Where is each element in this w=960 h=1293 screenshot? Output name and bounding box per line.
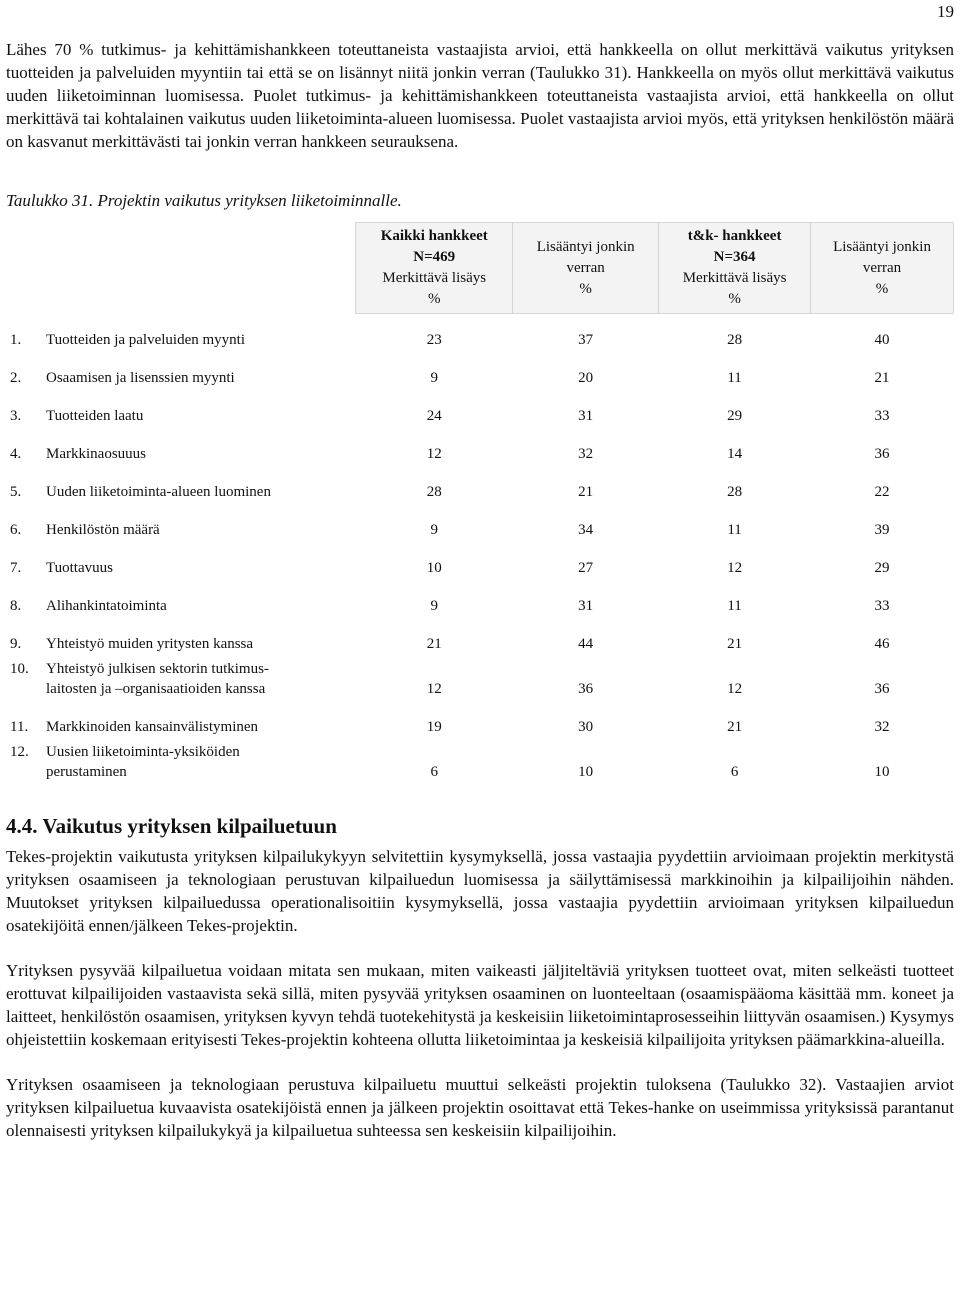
- body-paragraph: Yrityksen osaamiseen ja teknologiaan perustuva kilpailuetu muuttui selkeästi projektin tuloksena (Taulukko 32). Vastaajien arviot yrityksen kilpailuetua kuvaavista osatekijöistä ennen ja jälkeen projektin osoittavat että Tekes-hanke on useimmissa yrityksissä parantanut olennaisesti yrityksen kilpailukykyä ja kilpailuetua suhteessa sen keskeisiin kilpailijoihin.: [6, 1075, 954, 1140]
- row-label-text: Yhteistyö muiden yritysten kanssa: [46, 636, 254, 652]
- row-label-text: Tuotteiden laatu: [46, 408, 144, 424]
- cell-value: 28: [727, 484, 743, 500]
- table-row: [6, 704, 954, 742]
- row-label: [6, 314, 356, 356]
- row-number: 1.: [10, 332, 22, 348]
- table-row: [6, 742, 954, 787]
- cell-value: 40: [874, 332, 890, 348]
- header-text: Merkittävä lisäys: [682, 270, 787, 286]
- cell-value: 27: [578, 560, 594, 576]
- row-label: [6, 704, 356, 742]
- table-row: [6, 469, 954, 507]
- cell-value: 22: [874, 484, 890, 500]
- row-number: 10.: [10, 661, 29, 677]
- header-text: %: [875, 280, 889, 297]
- cell-value: 11: [727, 598, 742, 614]
- header-rd-projects-significant: [659, 223, 811, 314]
- row-label: [6, 545, 356, 583]
- header-text: Kaikki hankkeet: [380, 228, 488, 244]
- cell-value: 9: [430, 522, 438, 538]
- row-label: [6, 355, 356, 393]
- row-number: 4.: [10, 446, 22, 462]
- row-label: [6, 659, 356, 704]
- row-label-text: Osaamisen ja lisenssien myynti: [46, 370, 235, 386]
- cell-value: 28: [727, 332, 743, 348]
- header-blank: [6, 223, 356, 314]
- header-text: verran: [862, 259, 902, 276]
- header-text: %: [728, 291, 741, 307]
- cell-value: 21: [578, 484, 594, 500]
- row-label: [6, 507, 356, 545]
- cell-value: 32: [578, 446, 594, 462]
- table-row: [6, 507, 954, 545]
- cell-value: 12: [727, 681, 743, 697]
- cell-value: 31: [578, 408, 594, 424]
- cell-value: 31: [578, 598, 594, 614]
- row-number: 11.: [10, 719, 29, 735]
- section-title: Vaikutus yrityksen kilpailuetuun: [42, 814, 337, 838]
- row-label-text: Uusien liiketoiminta-yksiköiden: [46, 744, 240, 760]
- cell-value: 32: [874, 719, 890, 735]
- cell-value: 21: [727, 719, 743, 735]
- cell-value: 10: [874, 764, 890, 780]
- row-label-text: Markkinaosuuus: [46, 446, 146, 462]
- cell-value: 9: [430, 598, 438, 614]
- cell-value: 36: [874, 446, 890, 462]
- section-number: 4.4.: [6, 814, 38, 838]
- table-row: [6, 431, 954, 469]
- cell-value: 6: [730, 764, 739, 780]
- cell-value: 37: [578, 332, 594, 348]
- page-number: 19: [937, 2, 954, 21]
- row-label: [6, 583, 356, 621]
- row-label: [6, 393, 356, 431]
- table-row: [6, 314, 954, 356]
- header-all-projects-significant: [356, 223, 513, 314]
- header-text: Lisääntyi jonkin: [536, 238, 635, 255]
- cell-value: 21: [727, 636, 743, 652]
- row-label-text: Uuden liiketoiminta-alueen luominen: [46, 484, 271, 500]
- table-row: [6, 545, 954, 583]
- body-paragraph: Yrityksen pysyvää kilpailuetua voidaan mitata sen mukaan, miten vaikeasti jäljiteltäviä yrityksen tuotteet ovat, miten selkeästi tuotteet erottuvat kilpailijoiden vastaavista sekä sillä, miten pysyvää yrityksen osaaminen on luonteeltaan (osaamispääoma käsittää mm. koneet ja laitteet, henkilöstön osaamisen, yrityksen kyvyn tehdä tuotekehitystä ja keskeisiin liiketoimintaprosesseihin liittyvän osaamisen.) Kysymys ohjeistettiin koskemaan erityisesti Tekes-projektin kohteena ollutta liiketoimintaa ja keskeisiä kilpailijoita yrityksen päämarkkina-alueilla.: [6, 961, 954, 1049]
- cell-value: 12: [426, 446, 442, 462]
- row-label-text: Markkinoiden kansainvälistyminen: [46, 719, 259, 735]
- header-text: Merkittävä lisäys: [382, 270, 487, 286]
- cell-value: 9: [430, 370, 438, 386]
- table-caption: Taulukko 31. Projektin vaikutus yrityksen liiketoiminnalle.: [6, 191, 402, 210]
- cell-value: 21: [426, 636, 442, 652]
- cell-value: 44: [578, 636, 594, 652]
- cell-value: 29: [727, 408, 743, 424]
- row-label-text: laitosten ja –organisaatioiden kanssa: [46, 681, 266, 697]
- body-paragraph: Tekes-projektin vaikutusta yrityksen kilpailukykyyn selvitettiin kysymyksellä, jossa vastaajia pyydettiin arvioimaan projektin merkitystä yrityksen osaamiseen ja teknologiaan perustuvan kilpailuedun luomisessa ja säilyttämisessä markkinoihin ja kilpailijoihin nähden. Muutokset yrityksen kilpailuedussa operationalisoitiin kysymyksellä, jossa vastaajia pyydettiin arvioimaan yrityksen kilpailuedun osatekijöitä ennen/jälkeen Tekes-projektin.: [6, 847, 954, 935]
- row-number: 8.: [10, 598, 22, 614]
- row-number: 5.: [10, 484, 22, 500]
- cell-value: 28: [426, 484, 442, 500]
- cell-value: 30: [578, 719, 594, 735]
- cell-value: 14: [727, 446, 743, 462]
- cell-value: 33: [874, 408, 890, 424]
- row-label-text: Tuottavuus: [46, 560, 113, 576]
- row-label-text: Alihankintatoiminta: [46, 598, 167, 614]
- row-label: [6, 742, 356, 787]
- row-label: [6, 431, 356, 469]
- cell-value: 6: [430, 764, 438, 780]
- row-label-text: perustaminen: [46, 764, 127, 780]
- results-table: [6, 222, 954, 787]
- row-number: 7.: [10, 560, 22, 576]
- header-text: t&k- hankkeet: [687, 228, 782, 244]
- header-text: %: [579, 280, 592, 297]
- cell-value: 23: [426, 332, 442, 348]
- cell-value: 11: [727, 370, 742, 386]
- cell-value: 10: [426, 560, 442, 576]
- row-label-text: Yhteistyö julkisen sektorin tutkimus-: [46, 661, 269, 677]
- intro-paragraph: Lähes 70 % tutkimus- ja kehittämishankkeen toteuttaneista vastaajista arvioi, että hankkeella on ollut merkittävä vaikutus yrityksen tuotteiden ja palveluiden myyntiin tai että se on lisännyt niitä jonkin verran (Taulukko 31). Hankkeella on myös ollut merkittävä vaikutus uuden liiketoiminnan luomisessa. Puolet tutkimus- ja kehittämishankkeen toteuttaneista vastaajista arvioi, että hankkeella on ollut merkittävä tai kohtalainen vaikutus uuden liiketoiminta-alueen luomisessa. Puolet vastaajista arvioi myös, että yrityksen henkilöstön määrä on kasvanut merkittävästi tai jonkin verran hankkeen seurauksena.: [6, 40, 954, 151]
- table-header-row: [6, 223, 954, 314]
- table-row: [6, 621, 954, 659]
- table-row: [6, 393, 954, 431]
- cell-value: 34: [578, 522, 594, 538]
- header-text: N=469: [413, 249, 456, 265]
- table-row: [6, 355, 954, 393]
- cell-value: 12: [426, 681, 442, 697]
- header-text: Lisääntyi jonkin: [833, 238, 931, 255]
- cell-value: 39: [874, 522, 890, 538]
- row-label: [6, 469, 356, 507]
- row-label-text: Tuotteiden ja palveluiden myynti: [46, 332, 246, 348]
- table-row: [6, 583, 954, 621]
- cell-value: 33: [874, 598, 890, 614]
- header-text: N=364: [713, 249, 756, 265]
- row-number: 6.: [10, 522, 22, 538]
- row-label-text: Henkilöstön määrä: [46, 522, 160, 538]
- header-rd-projects-some: [811, 223, 954, 314]
- cell-value: 10: [578, 764, 594, 780]
- cell-value: 21: [874, 370, 890, 386]
- cell-value: 20: [578, 370, 594, 386]
- cell-value: 24: [426, 408, 442, 424]
- cell-value: 46: [874, 636, 890, 652]
- header-text: verran: [566, 259, 605, 276]
- table-row: [6, 659, 954, 704]
- row-number: 3.: [10, 408, 22, 424]
- cell-value: 36: [578, 681, 594, 697]
- row-number: 9.: [10, 636, 22, 652]
- cell-value: 36: [874, 681, 890, 697]
- section-heading: [6, 813, 954, 839]
- cell-value: 12: [727, 560, 743, 576]
- page-content: [6, 38, 954, 1142]
- row-number: 12.: [10, 744, 29, 760]
- header-text: %: [428, 291, 441, 307]
- row-number: 2.: [10, 370, 22, 386]
- header-all-projects-some: [513, 223, 659, 314]
- cell-value: 29: [874, 560, 890, 576]
- cell-value: 11: [727, 522, 742, 538]
- cell-value: 19: [426, 719, 442, 735]
- row-label: [6, 621, 356, 659]
